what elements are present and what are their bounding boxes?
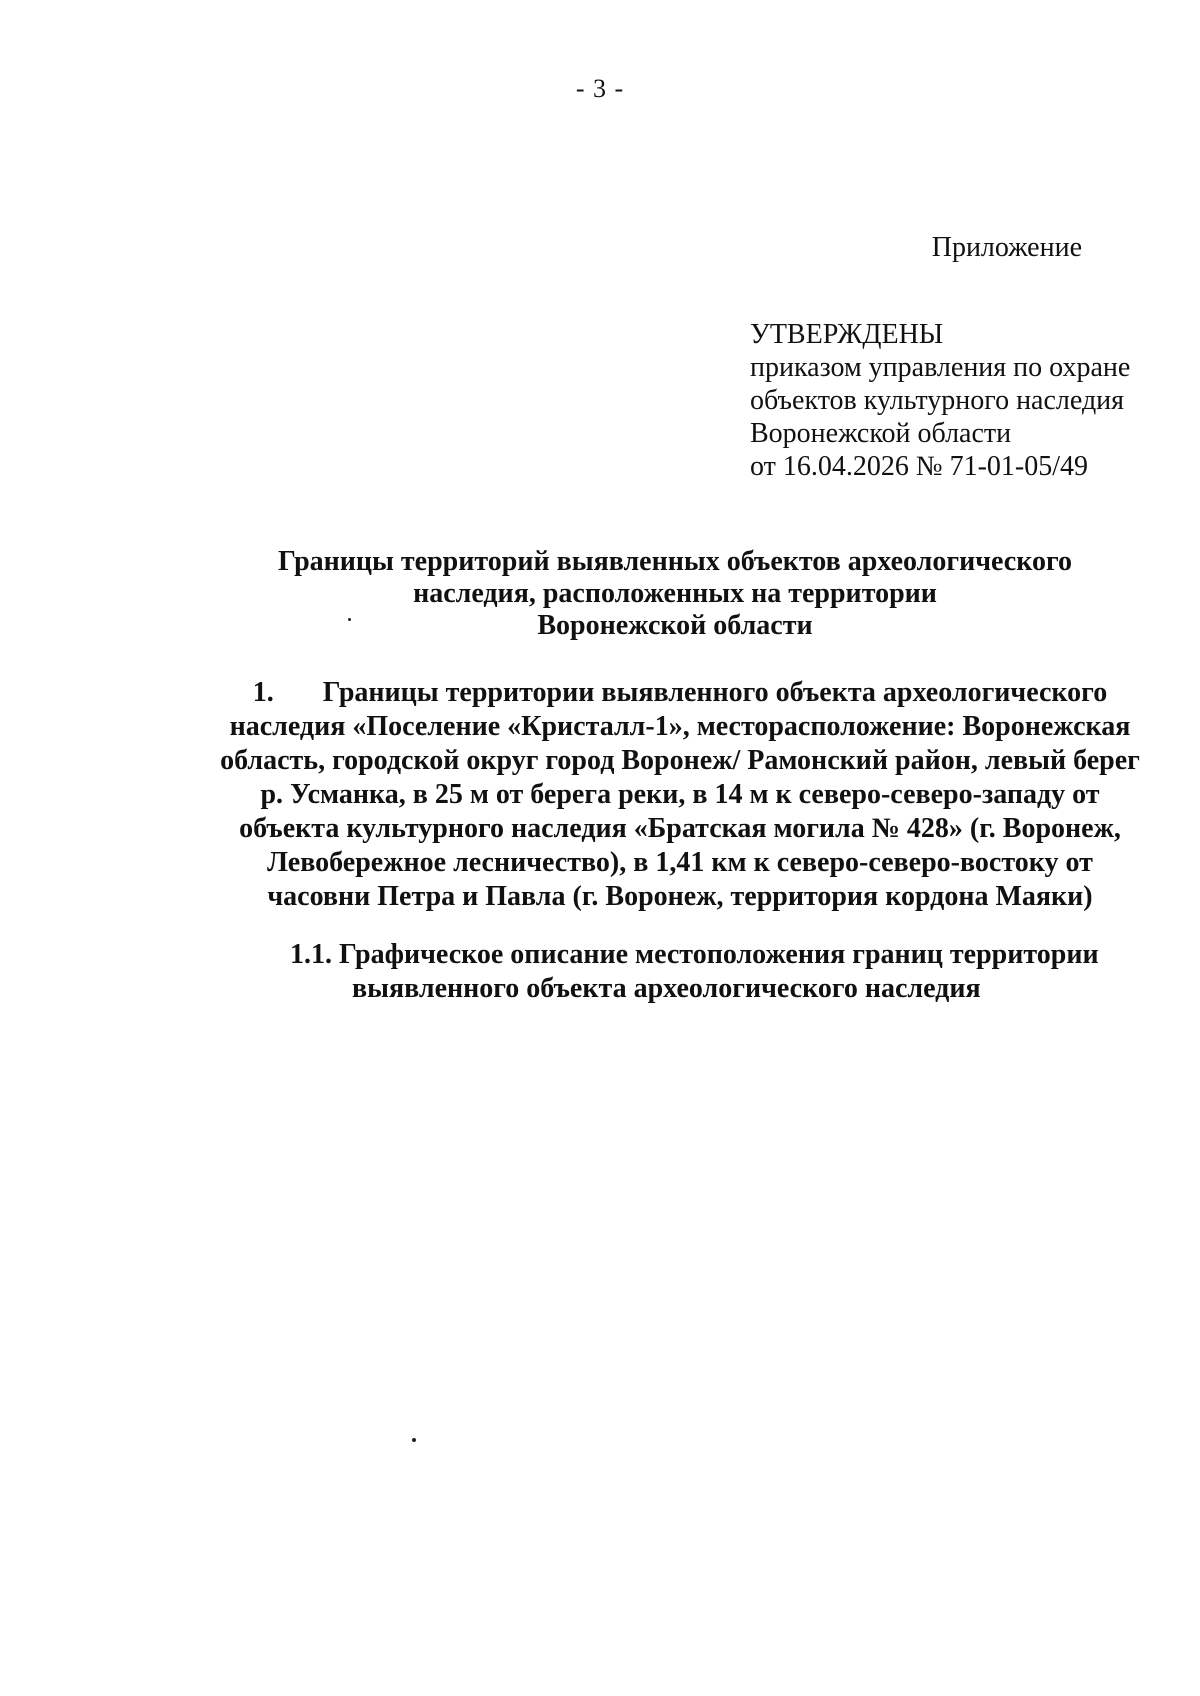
approval-heading: УТВЕРЖДЕНЫ	[750, 319, 944, 350]
section-text-line: объекта культурного наследия «Братская могила № 428» (г. Воронеж,	[239, 813, 1121, 844]
subsection-1-1	[290, 938, 1160, 1006]
annex-label: Приложение	[931, 232, 1082, 263]
subsection-line: 1.1. Графическое описание местоположения границ территории	[290, 939, 1099, 970]
section-text-line: наследия «Поселение «Кристалл-1», месторасположение: Воронежская	[229, 711, 1131, 742]
page-number: - 3 -	[575, 74, 625, 103]
title-line: наследия, расположенных на территории	[413, 578, 937, 609]
section-number: 1.	[252, 677, 274, 708]
section-text-line: часовни Петра и Павла (г. Воронеж, территория кордона Маяки)	[267, 881, 1093, 912]
section-1	[195, 676, 1165, 914]
approval-line: объектов культурного наследия	[750, 385, 1125, 416]
scan-speck	[412, 1438, 416, 1442]
section-text-line: Левобережное лесничество), в 1,41 км к северо-северо-востоку от	[267, 847, 1093, 878]
subsection-line: выявленного объекта археологического наследия	[352, 973, 981, 1004]
approval-line: приказом управления по охране	[750, 352, 1131, 383]
title-line: Границы территорий выявленных объектов археологического	[278, 546, 1072, 577]
approval-line: Воронежской области	[750, 418, 1012, 449]
scan-speck	[348, 618, 351, 621]
approval-block	[750, 318, 1170, 483]
section-text-line: область, городской округ город Воронеж/ Рамонский район, левый берег	[220, 745, 1140, 776]
document-title	[240, 546, 1110, 642]
section-1-first-line	[195, 676, 1165, 710]
approval-order-line: от 16.04.2026 № 71-01-05/49	[750, 451, 1089, 482]
section-text-line: р. Усманка, в 25 м от берега реки, в 14 м к северо-северо-западу от	[260, 779, 1100, 810]
title-line: Воронежской области	[537, 610, 813, 641]
section-text-line: Границы территории выявленного объекта археологического	[322, 677, 1108, 708]
